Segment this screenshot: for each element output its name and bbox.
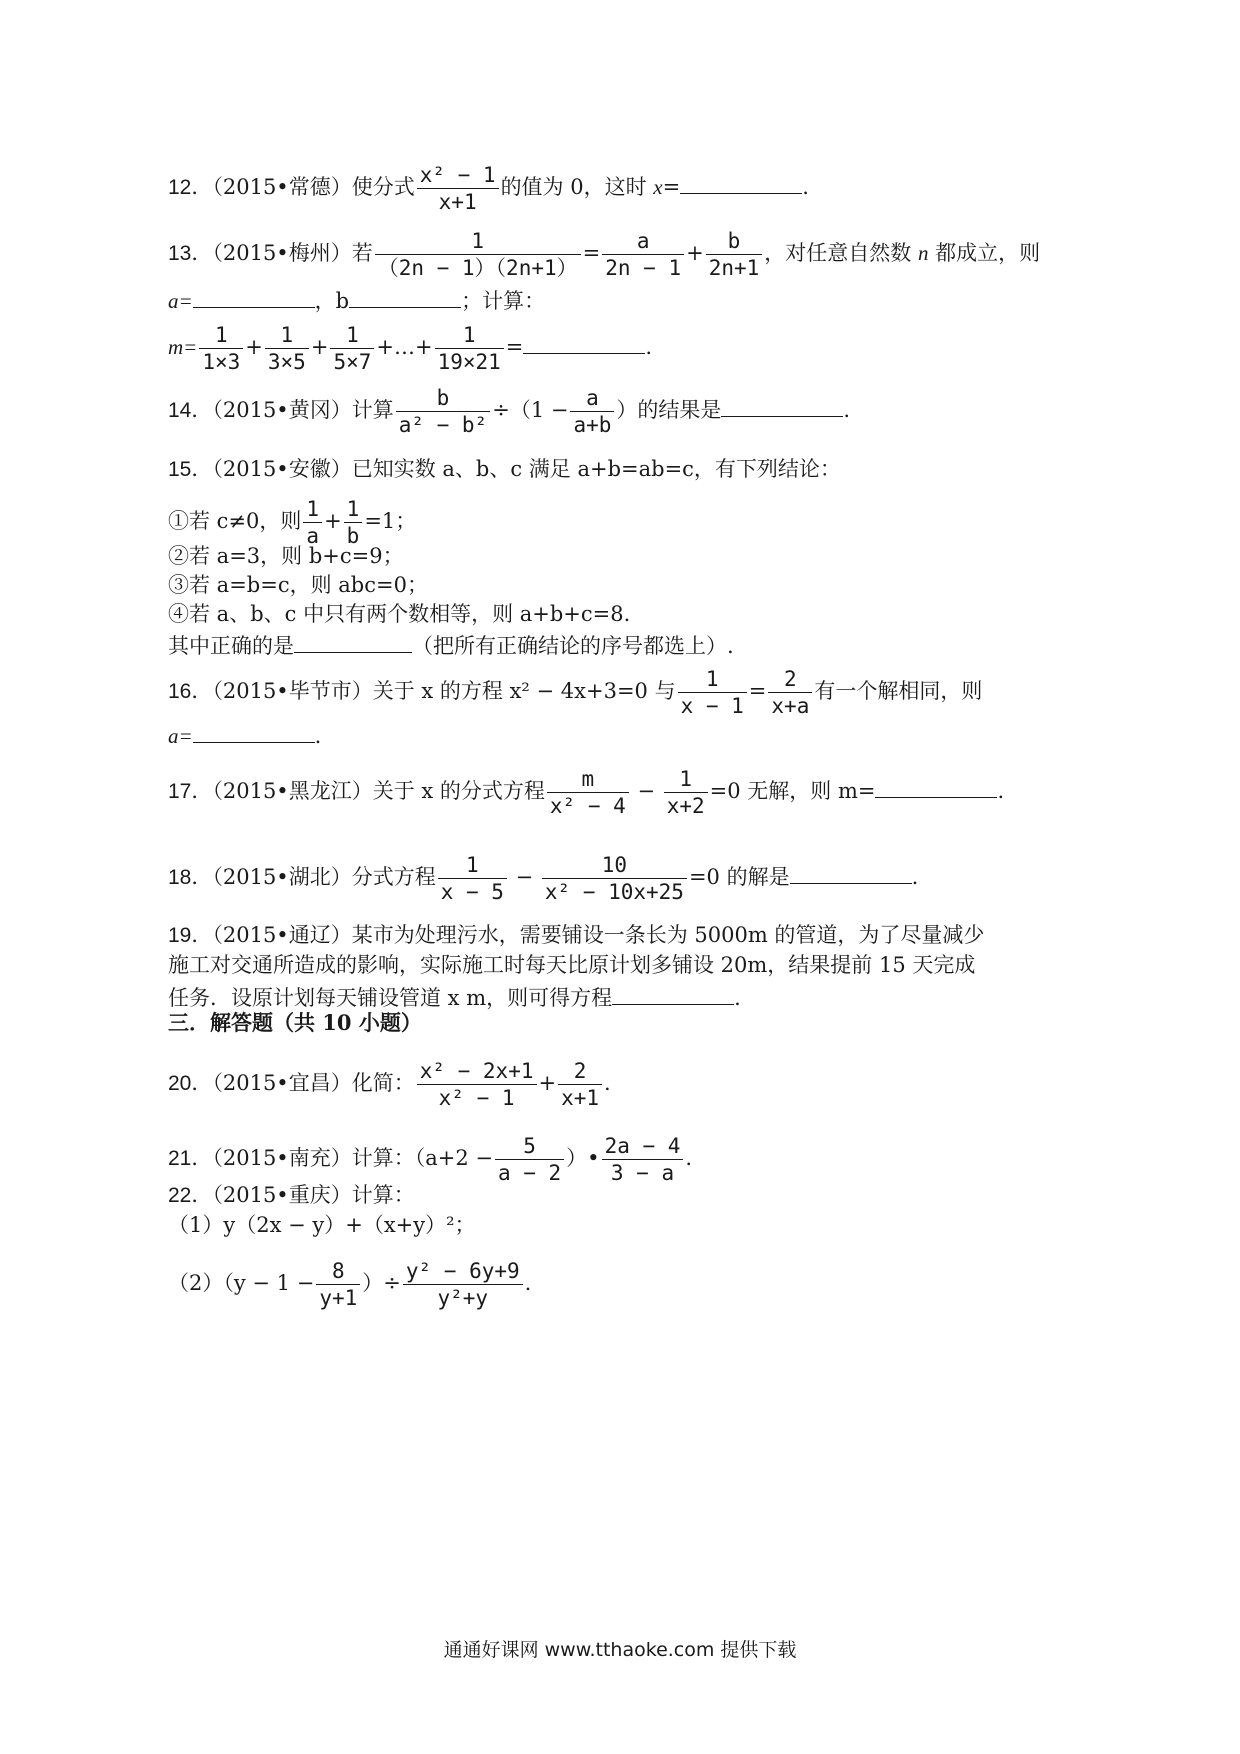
- question-22-part-2: [168, 1258, 531, 1311]
- question-13-line2: [168, 283, 545, 316]
- fraction: [602, 1133, 684, 1186]
- question-text: 关于 x 的方程 x² − 4x+3=0 与: [372, 679, 676, 703]
- question-22-part-1: （1）y（2x − y）+（x+y）²；: [168, 1213, 476, 1237]
- question-number: 18．: [168, 866, 213, 889]
- denominator: 3 − a: [610, 1161, 675, 1185]
- punctuation: .: [843, 398, 851, 422]
- fraction: [375, 228, 581, 281]
- question-source: （2015•常德）: [212, 175, 352, 199]
- denominator: x² − 10x+25: [544, 880, 684, 904]
- numerator: a: [570, 385, 614, 412]
- fraction: [706, 228, 763, 281]
- question-text: ，对任意自然数: [764, 241, 912, 265]
- numerator: 1: [678, 666, 747, 693]
- numerator: y² − 6y+9: [403, 1258, 523, 1285]
- question-text: 分式方程: [351, 865, 436, 889]
- question-text: 关于 x 的分式方程: [372, 779, 545, 803]
- question-text: 的值为 0，这时: [500, 175, 647, 199]
- punctuation: .: [734, 986, 741, 1010]
- fraction: [438, 852, 507, 905]
- footer-text: 通通好课网 www.tthaoke.com 提供下载: [443, 1639, 797, 1661]
- numerator: b: [706, 228, 763, 255]
- question-number: 22．: [168, 1184, 213, 1207]
- question-number: 13．: [168, 242, 213, 265]
- denominator: a² − b²: [398, 413, 488, 437]
- denominator: y²+y: [437, 1286, 489, 1310]
- question-text: a=: [168, 289, 193, 313]
- question-text: ）•: [566, 1146, 600, 1170]
- question-text: 若: [351, 241, 373, 265]
- numerator: 1: [265, 322, 309, 349]
- question-13-line3: m= $\frac{1}{1\times 3}$ + $\frac{1}{3\times 5}$ + $\frac{1}{5\times 7}$ +…+ $\frac{1}{19\times 21}$ = .: [168, 323, 653, 374]
- numerator: m: [547, 766, 629, 793]
- answer-blank[interactable]: [875, 773, 997, 798]
- answer-blank[interactable]: [349, 283, 461, 308]
- question-text: 都成立，则: [935, 241, 1041, 265]
- question-13: [168, 228, 1040, 281]
- answer-blank[interactable]: [523, 329, 645, 354]
- numerator: 2: [768, 666, 812, 693]
- denominator: x+1: [561, 1086, 600, 1110]
- operator: −: [508, 865, 540, 889]
- fraction: [495, 1133, 564, 1186]
- operator: −: [630, 779, 662, 803]
- fraction: [542, 852, 687, 905]
- fraction: [403, 1258, 523, 1311]
- fraction: [316, 1258, 360, 1311]
- numerator: 1: [344, 496, 363, 523]
- denominator: y+1: [319, 1286, 358, 1310]
- variable: n: [917, 241, 929, 265]
- section-heading: 三．解答题（共 10 小题）: [168, 1010, 422, 1035]
- fraction: [199, 322, 243, 375]
- question-text: m=: [168, 335, 198, 359]
- denominator: a+b: [573, 413, 612, 437]
- question-number: 12．: [168, 176, 213, 199]
- question-text: ）的结果是: [616, 398, 722, 422]
- answer-blank[interactable]: [680, 169, 802, 194]
- answer-blank[interactable]: [294, 628, 412, 653]
- punctuation: .: [911, 865, 919, 889]
- fraction: [417, 1058, 537, 1111]
- denominator: 19×21: [437, 350, 501, 374]
- fraction: [558, 1058, 602, 1111]
- question-15-conclusion-3: ③若 a=b=c，则 abc=0；: [168, 573, 428, 597]
- question-14: [168, 385, 850, 438]
- conclusion-text: =1；: [364, 509, 417, 533]
- numerator: 2a − 4: [602, 1133, 684, 1160]
- denominator: x − 5: [440, 880, 504, 904]
- denominator: 5×7: [333, 350, 372, 374]
- denominator: a − 2: [497, 1161, 562, 1185]
- question-text: 计算：: [351, 1183, 415, 1207]
- punctuation: .: [685, 1146, 693, 1170]
- question-number: 20．: [168, 1072, 213, 1095]
- fraction: [265, 322, 309, 375]
- question-source: （2015•宜昌）: [212, 1071, 352, 1095]
- denominator: 1×3: [202, 350, 241, 374]
- question-15-conclusion-4: ④若 a、b、c 中只有两个数相等，则 a+b+c=8.: [168, 602, 631, 626]
- operator: +: [538, 1071, 557, 1095]
- question-text: ，b: [314, 289, 350, 313]
- question-text: 已知实数 a、b、c 满足 a+b=ab=c，有下列结论：: [351, 457, 841, 481]
- denominator: 3×5: [267, 350, 306, 374]
- punctuation: .: [645, 335, 653, 359]
- denominator: x+2: [666, 794, 705, 818]
- question-15-answer: [168, 628, 734, 661]
- operator: +…+: [376, 335, 433, 359]
- denominator: x − 1: [680, 694, 744, 718]
- question-number: 21．: [168, 1147, 213, 1170]
- denominator: 2n+1: [708, 256, 760, 280]
- fraction: [417, 162, 499, 215]
- question-source: （2015•黑龙江）: [212, 779, 373, 803]
- fraction: [664, 766, 708, 819]
- numerator: 1: [303, 496, 322, 523]
- question-source: （2015•湖北）: [212, 865, 352, 889]
- fraction: [768, 666, 812, 719]
- punctuation: .: [524, 1271, 532, 1295]
- question-text: ；计算：: [461, 289, 546, 313]
- numerator: 1: [375, 228, 581, 255]
- numerator: x² − 2x+1: [417, 1058, 537, 1085]
- operator: +: [324, 509, 342, 533]
- denominator: x+a: [771, 694, 810, 718]
- question-text: a=: [168, 724, 193, 748]
- question-text: 使分式: [351, 175, 415, 199]
- fraction: [602, 228, 684, 281]
- question-16-line2: [168, 718, 321, 751]
- question-text: 计算：（a+2 −: [351, 1146, 493, 1170]
- answer-blank[interactable]: [193, 718, 315, 743]
- numerator: 8: [316, 1258, 360, 1285]
- punctuation: .: [314, 724, 322, 748]
- question-text: =0 的解是: [688, 865, 790, 889]
- numerator: x² − 1: [417, 162, 499, 189]
- question-16: [168, 666, 982, 719]
- question-15-conclusion-2: ②若 a=3，则 b+c=9；: [168, 544, 404, 568]
- fraction: [570, 385, 614, 438]
- question-18: [168, 852, 918, 905]
- denominator: b: [346, 524, 360, 548]
- numerator: 1: [199, 322, 243, 349]
- question-number: 17．: [168, 780, 213, 803]
- question-text: 化简：: [351, 1071, 415, 1095]
- fraction: [396, 385, 491, 438]
- question-source: （2015•通辽）: [212, 923, 352, 947]
- fraction: [547, 766, 629, 819]
- denominator: 2n − 1: [605, 256, 682, 280]
- operator: =: [582, 241, 601, 265]
- denominator: x² − 1: [438, 1086, 515, 1110]
- question-17: [168, 766, 1004, 819]
- question-20: [168, 1058, 611, 1111]
- variable: x: [653, 175, 663, 199]
- numerator: 1: [435, 322, 504, 349]
- denominator: （2n − 1）（2n+1）: [377, 256, 578, 280]
- question-number: 16．: [168, 680, 213, 703]
- answer-blank[interactable]: [721, 392, 843, 417]
- question-text: （把所有正确结论的序号都选上）.: [412, 634, 734, 658]
- punctuation: .: [802, 175, 809, 199]
- operator: ÷（1 −: [492, 398, 569, 422]
- denominator: x+1: [438, 190, 477, 214]
- numerator: 2: [558, 1058, 602, 1085]
- question-number: 14．: [168, 399, 213, 422]
- question-source: （2015•黄冈）: [212, 398, 352, 422]
- numerator: b: [396, 385, 491, 412]
- operator: +: [686, 241, 704, 265]
- question-text: 计算: [351, 398, 394, 422]
- question-source: （2015•重庆）: [212, 1183, 352, 1207]
- numerator: 5: [495, 1133, 564, 1160]
- denominator: x² − 4: [549, 794, 626, 818]
- punctuation: .: [997, 779, 1005, 803]
- answer-blank[interactable]: [790, 859, 912, 884]
- fraction: [330, 322, 374, 375]
- numerator: 1: [330, 322, 374, 349]
- operator: =: [505, 335, 524, 359]
- question-text: 任务．设原计划每天铺设管道 x m，则可得方程: [168, 986, 613, 1010]
- question-text: 有一个解相同，则: [814, 679, 983, 703]
- numerator: 1: [438, 852, 507, 879]
- question-number: 19．: [168, 924, 213, 947]
- question-text: =0 无解，则 m=: [709, 779, 876, 803]
- question-text: （2）（y − 1 −: [168, 1271, 315, 1295]
- punctuation: .: [604, 1071, 611, 1095]
- question-text: 其中正确的是: [168, 634, 294, 658]
- question-source: （2015•梅州）: [212, 241, 352, 265]
- question-number: 15．: [168, 458, 213, 481]
- question-source: （2015•南充）: [212, 1146, 352, 1170]
- fraction: [435, 322, 504, 375]
- operator: =: [748, 679, 767, 703]
- question-21: [168, 1133, 692, 1186]
- question-text: 某市为处理污水，需要铺设一条长为 5000m 的管道，为了尽量减少: [351, 923, 985, 947]
- numerator: a: [602, 228, 684, 255]
- operator: ）÷: [362, 1271, 401, 1295]
- numerator: 10: [542, 852, 687, 879]
- denominator: a: [306, 524, 320, 548]
- question-15: [168, 454, 841, 485]
- question-source: （2015•毕节市）: [212, 679, 373, 703]
- question-source: （2015•安徽）: [212, 457, 352, 481]
- answer-blank[interactable]: [612, 980, 734, 1005]
- question-text: =: [662, 175, 681, 199]
- question-19-line2: 施工对交通所造成的影响，实际施工时每天比原计划多铺设 20m，结果提前 15 天完成: [168, 953, 976, 977]
- numerator: 1: [664, 766, 708, 793]
- question-19: [168, 920, 984, 951]
- conclusion-text: ①若 c≠0，则: [168, 509, 302, 533]
- answer-blank[interactable]: [193, 283, 315, 308]
- question-22: [168, 1180, 415, 1211]
- question-12: [168, 162, 809, 215]
- fraction: [678, 666, 747, 719]
